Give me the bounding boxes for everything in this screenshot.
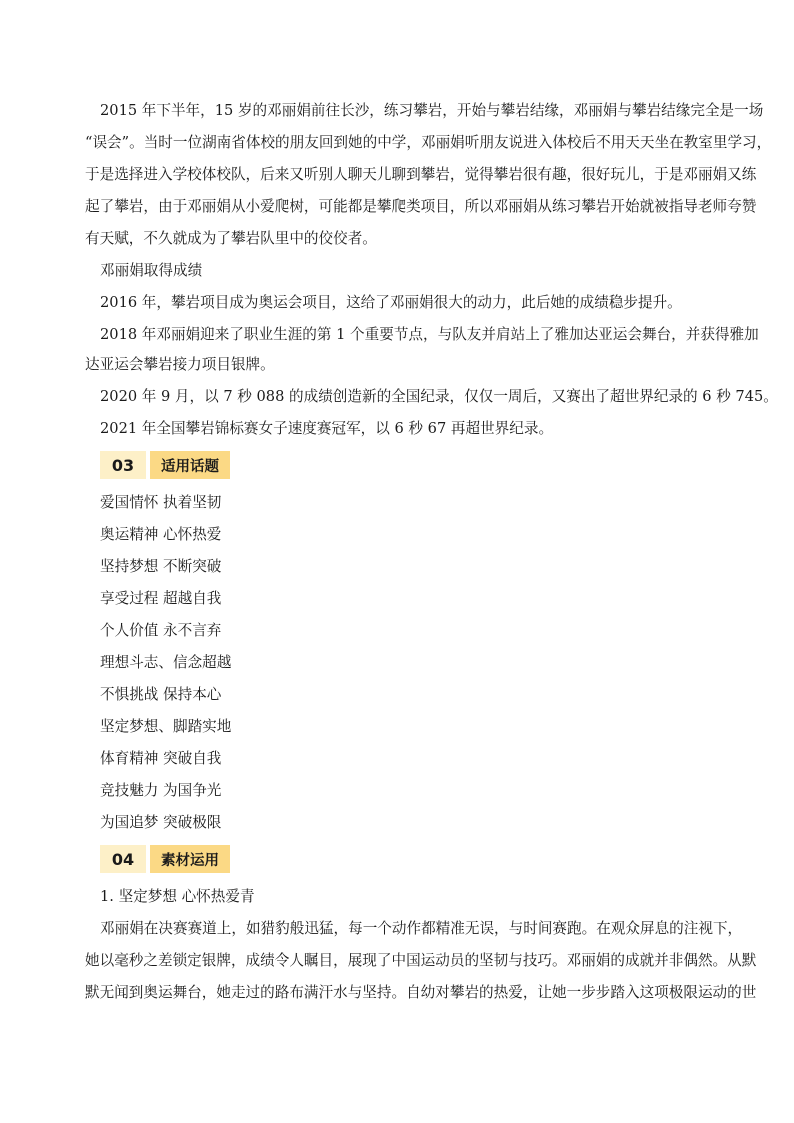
material-line-2: 她以毫秒之差锁定银牌，成绩令人瞩目，展现了中国运动员的坚韧与技巧。邓丽娟的成就并非偶然。从默	[85, 952, 757, 969]
achievement-2018-line-1: 2018 年邓丽娟迎来了职业生涯的第 1 个重要节点，与队友并肩站上了雅加达亚运会舞台，并获得雅加	[100, 326, 759, 343]
achievement-2016: 2016 年，攀岩项目成为奥运会项目，这给了邓丽娟很大的动力，此后她的成绩稳步提升。	[100, 294, 682, 311]
topic-item: 理想斗志、信念超越	[100, 654, 232, 671]
topic-item: 体育精神 突破自我	[100, 750, 222, 767]
achievement-2018-line-2: 达亚运会攀岩接力项目银牌。	[85, 356, 275, 373]
material-line-3: 默无闻到奥运舞台，她走过的路布满汗水与坚持。自幼对攀岩的热爱，让她一步步踏入这项极限运动的世	[85, 984, 757, 1001]
section-04-header	[100, 845, 230, 873]
intro-line-5: 有天赋，不久就成为了攀岩队里中的佼佼者。	[85, 230, 377, 247]
topic-item: 竞技魅力 为国争光	[100, 782, 222, 799]
achievement-2021: 2021 年全国攀岩锦标赛女子速度赛冠军，以 6 秒 67 再超世界纪录。	[100, 420, 554, 437]
section-04-number: 04	[100, 845, 146, 873]
material-item-title: 1. 坚定梦想 心怀热爱青	[100, 888, 255, 905]
intro-line-4: 起了攀岩，由于邓丽娟从小爱爬树，可能都是攀爬类项目，所以邓丽娟从练习攀岩开始就被指导老师夸赞	[85, 198, 757, 215]
intro-line-1: 2015 年下半年，15 岁的邓丽娟前往长沙，练习攀岩，开始与攀岩结缘，邓丽娟与攀岩结缘完全是一场	[100, 102, 764, 119]
topic-item: 享受过程 超越自我	[100, 590, 222, 607]
topic-item: 坚定梦想、脚踏实地	[100, 718, 232, 735]
section-03-title: 适用话题	[150, 451, 230, 479]
achievements-subtitle: 邓丽娟取得成绩	[100, 262, 203, 279]
intro-line-3: 于是选择进入学校体校队，后来又听别人聊天儿聊到攀岩，觉得攀岩很有趣，很好玩儿，于是邓丽娟又练	[85, 166, 757, 183]
intro-line-2: “误会”。当时一位湖南省体校的朋友回到她的中学，邓丽娟听朋友说进入体校后不用天天坐在教室里学习，	[85, 134, 772, 151]
topic-item: 奥运精神 心怀热爱	[100, 526, 222, 543]
topic-item: 爱国情怀 执着坚韧	[100, 494, 222, 511]
material-line-1: 邓丽娟在决赛赛道上，如猎豹般迅猛，每一个动作都精准无误，与时间赛跑。在观众屏息的注视下，	[100, 920, 743, 937]
section-03-number: 03	[100, 451, 146, 479]
section-03-header	[100, 451, 230, 479]
topic-item: 坚持梦想 不断突破	[100, 558, 222, 575]
topic-item: 个人价值 永不言弃	[100, 622, 222, 639]
topic-item: 不惧挑战 保持本心	[100, 686, 222, 703]
achievement-2020: 2020 年 9 月，以 7 秒 088 的成绩创造新的全国纪录，仅仅一周后，又赛出了超世界纪录的 6 秒 745。	[100, 388, 778, 405]
section-04-title: 素材运用	[150, 845, 230, 873]
topic-item: 为国追梦 突破极限	[100, 814, 222, 831]
